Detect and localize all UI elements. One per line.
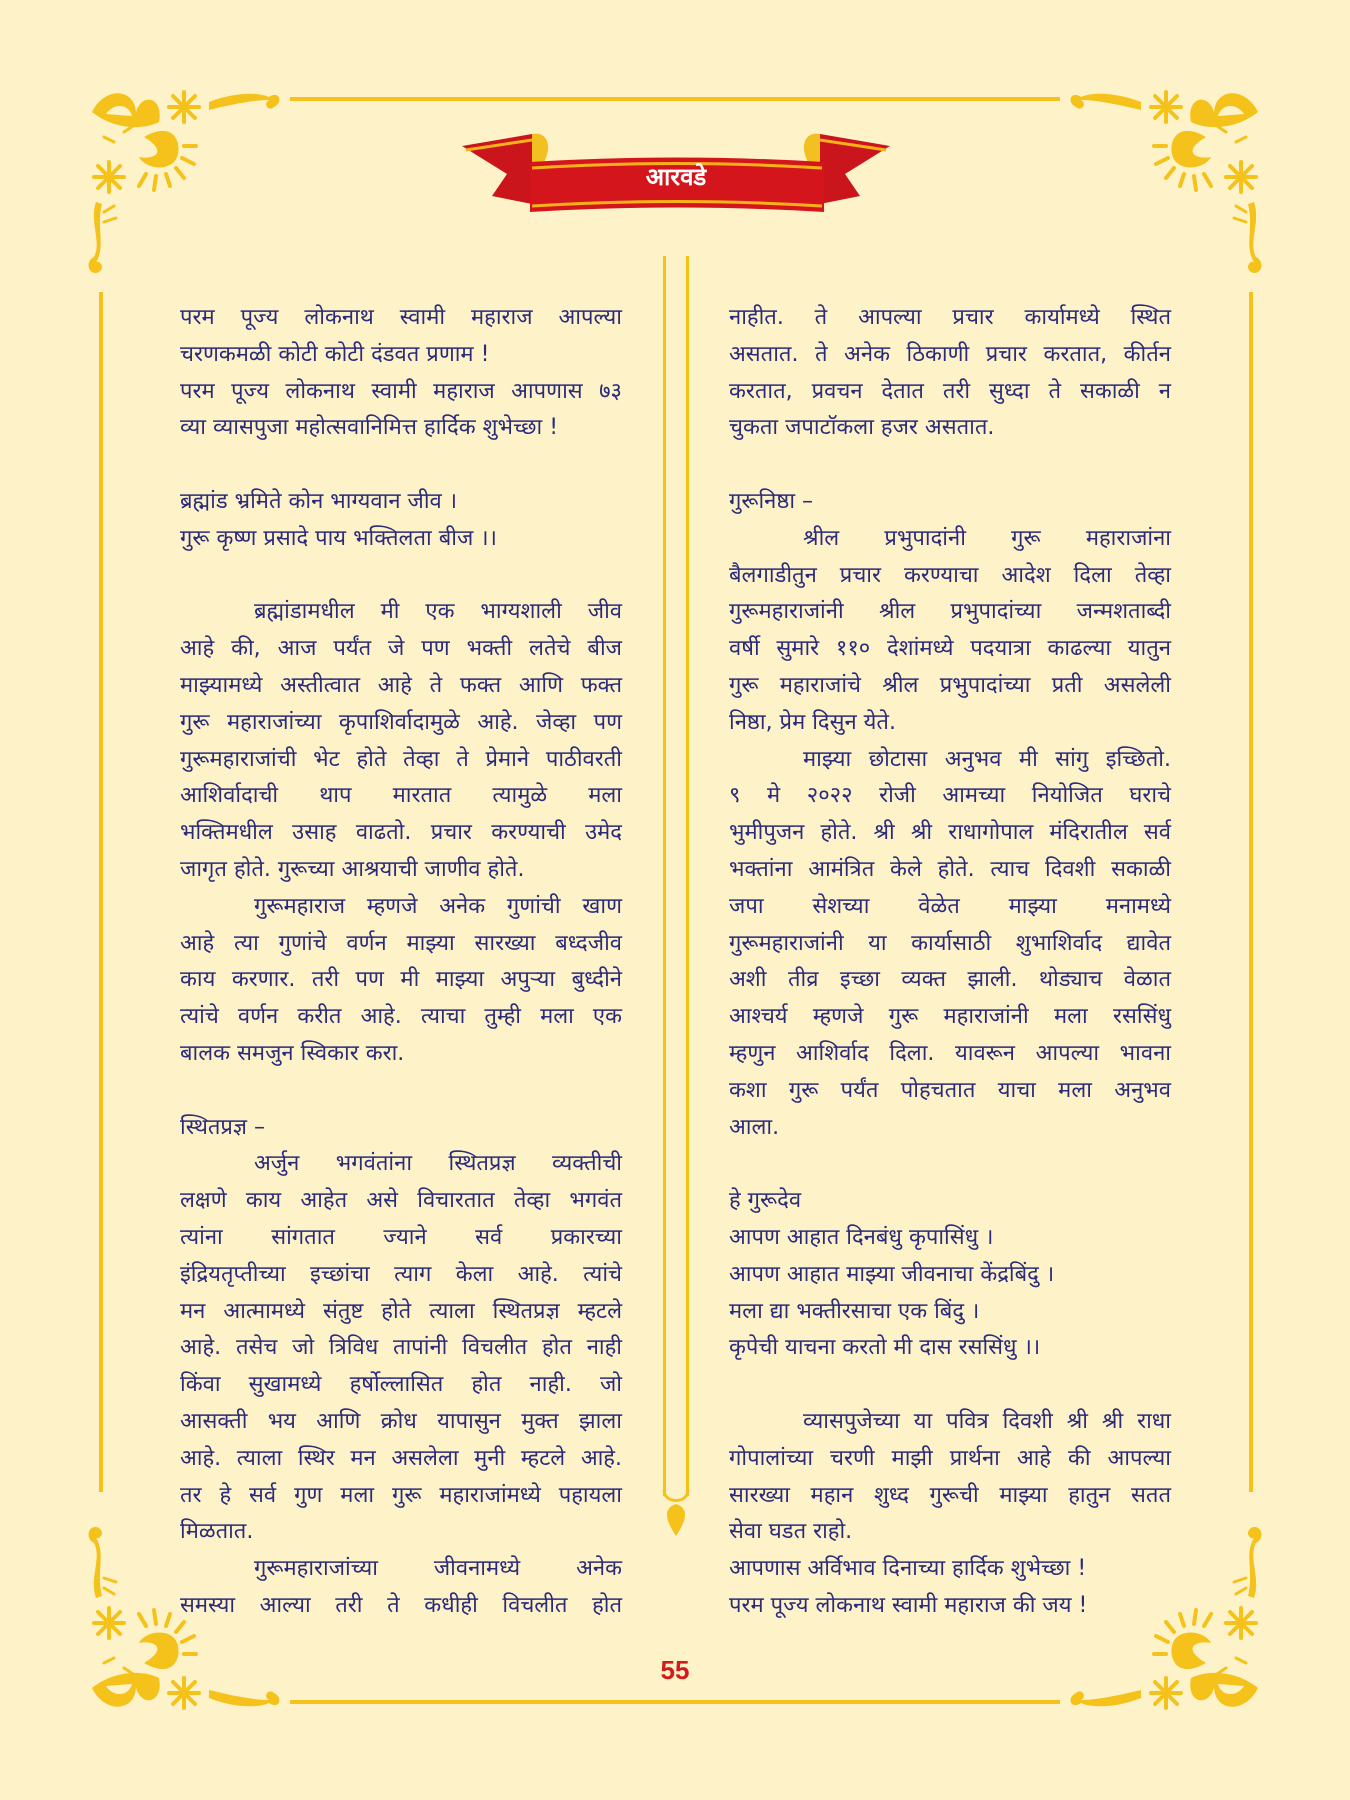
paragraph-line: तर हे सर्व गुण मला गुरू महाराजांमध्ये पहायला xyxy=(180,1482,622,1508)
paragraph-line: गुरू महाराजांचे श्रील प्रभुपादांच्या प्रती असलेली xyxy=(729,672,1171,698)
paragraph-line: भुमीपुजन होते. श्री श्री राधागोपाल मंदिरातील सर्व xyxy=(729,820,1171,846)
paragraph-line: व्या व्यासपुजा महोत्सवानिमित्त हार्दिक शुभेच्छा ! xyxy=(180,415,559,441)
verse-line: आपणास अर्विभाव दिनाच्या हार्दिक शुभेच्छा ! xyxy=(729,1556,1087,1582)
page-title: आरवडे xyxy=(645,163,707,191)
paragraph-line: गुरूमहाराजांनी या कार्यासाठी शुभाशिर्वाद द्यावेत xyxy=(729,930,1171,956)
paragraph-line: करतात, प्रवचन देतात तरी सुध्दा ते सकाळी न xyxy=(729,378,1171,404)
paragraph-line: त्यांचे वर्णन करीत आहे. त्याचा तुम्ही मला एक xyxy=(180,1004,622,1030)
paragraph-line: वर्षी सुमारे ११० देशांमध्ये पदयात्रा काढल्या यातुन xyxy=(729,636,1171,662)
paragraph-line: आला. xyxy=(729,1114,780,1140)
paragraph-line: अर्जुन भगवंतांना स्थितप्रज्ञ व्यक्तीची xyxy=(254,1151,622,1177)
paragraph-line: आशिर्वादाची थाप मारतात त्यामुळे मला xyxy=(180,783,622,809)
page-number: 55 xyxy=(660,1655,690,1685)
paragraph-line: सेवा घडत राहो. xyxy=(729,1519,853,1545)
blank-line xyxy=(729,1146,1171,1183)
verse-line: हे गुरूदेव xyxy=(729,1188,802,1214)
verse-line: ब्रह्मांड भ्रमिते कोन भाग्यवान जीव । xyxy=(180,488,458,514)
paragraph-line: काय करणार. तरी पण मी माझ्या अपुऱ्या बुध्दीने xyxy=(180,967,622,993)
paragraph-line: जपा सेशच्या वेळेत माझ्या मनामध्ये xyxy=(729,893,1171,919)
corner-ornament-icon xyxy=(84,82,294,292)
section-heading: स्थितप्रज्ञ – xyxy=(180,1114,266,1140)
paragraph-line: मिळतात. xyxy=(180,1519,254,1545)
frame-right-line xyxy=(1249,292,1253,1492)
paragraph-line: निष्ठा, प्रेम दिसुन येते. xyxy=(729,709,896,735)
paragraph-line: कशा गुरू पर्यंत पोहचतात याचा मला अनुभव xyxy=(729,1077,1171,1103)
right-text-column xyxy=(729,300,1171,1625)
blank-line xyxy=(729,447,1171,484)
blank-line xyxy=(729,1367,1171,1404)
paragraph-line: आहे की, आज पर्यंत जे पण भक्ती लतेचे बीज xyxy=(180,636,622,662)
paragraph-line: आसक्ती भय आणि क्रोध यापासुन मुक्त झाला xyxy=(180,1408,622,1434)
paragraph-line: गुरूमहाराजांच्या जीवनामध्ये अनेक xyxy=(254,1556,622,1582)
blank-line xyxy=(180,1073,622,1110)
paragraph-line: आहे त्या गुणांचे वर्णन माझ्या सारख्या बध्दजीव xyxy=(180,930,622,956)
blank-line xyxy=(180,447,622,484)
paragraph-line: ब्रह्मांडामधील मी एक भाग्यशाली जीव xyxy=(254,599,622,625)
verse-line: कृपेची याचना करतो मी दास रससिंधु ।। xyxy=(729,1335,1041,1361)
column-divider xyxy=(660,256,692,1496)
paragraph-line: नाहीत. ते आपल्या प्रचार कार्यामध्ये स्थित xyxy=(729,305,1171,330)
paragraph-line: चुकता जपाटॉकला हजर असतात. xyxy=(729,415,995,441)
frame-bottom-line xyxy=(290,1700,1060,1704)
paragraph-line: गुरूमहाराज म्हणजे अनेक गुणांची खाण xyxy=(254,893,622,919)
paragraph-line: बैलगाडीतुन प्रचार करण्याचा आदेश दिला तेव्हा xyxy=(729,562,1171,588)
paragraph-line: परम पूज्य लोकनाथ स्वामी महाराज आपणास ७३ xyxy=(180,378,622,404)
paragraph-line: श्रील प्रभुपादांनी गुरू महाराजांना xyxy=(803,525,1171,551)
paragraph-line: भक्तिमधील उसाह वाढतो. प्रचार करण्याची उमेद xyxy=(180,820,622,846)
paragraph-line: गुरूमहाराजांनी श्रील प्रभुपादांच्या जन्मशताब्दी xyxy=(729,599,1171,625)
verse-line: परम पूज्य लोकनाथ स्वामी महाराज की जय ! xyxy=(729,1592,1088,1618)
blank-line xyxy=(180,558,622,595)
paragraph-line: सारख्या महान शुध्द गुरूची माझ्या हातुन सतत xyxy=(729,1482,1171,1508)
verse-line: मला द्या भक्तीरसाचा एक बिंदु । xyxy=(729,1298,980,1324)
paragraph-line: बालक समजुन स्विकार करा. xyxy=(180,1040,405,1066)
paragraph-line: चरणकमळी कोटी कोटी दंडवत प्रणाम ! xyxy=(180,341,490,367)
paragraph-line: माझ्यामध्ये अस्तीत्वात आहे ते फक्त आणि फक्त xyxy=(180,672,622,698)
corner-ornament-icon xyxy=(1056,82,1266,292)
paragraph-line: ९ मे २०२२ रोजी आमच्या नियोजित घराचे xyxy=(729,783,1171,809)
paragraph-line: असतात. ते अनेक ठिकाणी प्रचार करतात, कीर्तन xyxy=(729,341,1171,367)
paragraph-line: गोपालांच्या चरणी माझी प्रार्थना आहे की आपल्या xyxy=(729,1445,1171,1471)
paragraph-line: अशी तीव्र इच्छा व्यक्त झाली. थोड्याच वेळात xyxy=(729,967,1171,993)
paragraph-line: म्हणुन आशिर्वाद दिला. यावरून आपल्या भावना xyxy=(729,1040,1171,1066)
paragraph-line: परम पूज्य लोकनाथ स्वामी महाराज आपल्या xyxy=(180,305,622,330)
paragraph-line: आश्चर्य म्हणजे गुरू महाराजांनी मला रससिंधु xyxy=(729,1004,1171,1030)
paragraph-line: त्यांना सांगतात ज्याने सर्व प्रकारच्या xyxy=(180,1224,622,1250)
paragraph-line: आहे. तसेच जो त्रिविध तापांनी विचलीत होत नाही xyxy=(180,1335,622,1361)
paragraph-line: व्यासपुजेच्या या पवित्र दिवशी श्री श्री राधा xyxy=(803,1408,1171,1434)
left-text-column xyxy=(180,300,622,1625)
paragraph-line: इंद्रियतृप्तीच्या इच्छांचा त्याग केला आहे. त्यांचे xyxy=(180,1261,622,1287)
paragraph-line: किंवा सुखामध्ये हर्षोल्लासित होत नाही. जो xyxy=(180,1372,622,1398)
verse-line: आपण आहात माझ्या जीवनाचा केंद्रबिंदु । xyxy=(729,1261,1055,1287)
paragraph-line: गुरूमहाराजांची भेट होते तेव्हा ते प्रेमाने पाठीवरती xyxy=(180,746,622,772)
verse-line: आपण आहात दिनबंधु कृपासिंधु । xyxy=(729,1224,994,1250)
section-heading: गुरूनिष्ठा – xyxy=(729,488,814,514)
paragraph-line: जागृत होते. गुरूच्या आश्रयाची जाणीव होते. xyxy=(180,856,525,882)
paragraph-line: मन आत्मामध्ये संतुष्ट होते त्याला स्थितप्रज्ञ म्हटले xyxy=(180,1298,622,1324)
paragraph-line: गुरू महाराजांच्या कृपाशिर्वादामुळे आहे. जेव्हा पण xyxy=(180,709,622,735)
paragraph-line: माझ्या छोटासा अनुभव मी सांगु इच्छितो. xyxy=(803,746,1171,772)
paragraph-line: भक्तांना आमंत्रित केले होते. त्याच दिवशी सकाळी xyxy=(729,856,1171,882)
verse-line: गुरू कृष्ण प्रसादे पाय भक्तिलता बीज ।। xyxy=(180,525,497,551)
frame-left-line xyxy=(99,292,103,1492)
paragraph-line: आहे. त्याला स्थिर मन असलेला मुनी म्हटले आहे. xyxy=(180,1445,622,1471)
divider-drop-icon xyxy=(660,1490,692,1538)
paragraph-line: समस्या आल्या तरी ते कधीही विचलीत होत xyxy=(180,1592,622,1618)
frame-top-line xyxy=(290,97,1060,101)
paragraph-line: लक्षणे काय आहेत असे विचारतात तेव्हा भगवंत xyxy=(180,1188,622,1214)
